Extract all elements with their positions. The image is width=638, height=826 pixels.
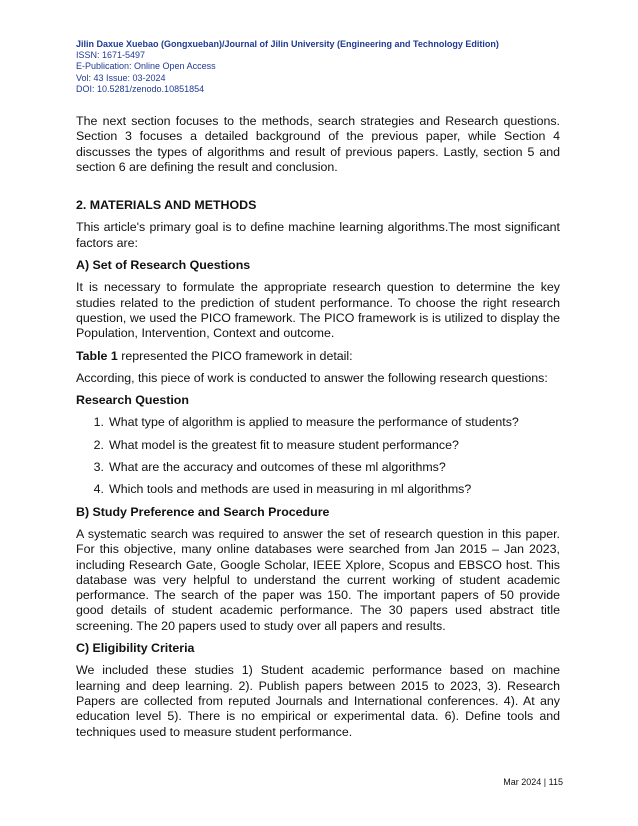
section2-paragraph: This article's primary goal is to define machine learning algorithms.The most significant factors are:	[76, 220, 560, 250]
research-question-list	[76, 415, 560, 497]
page-footer: Mar 2024 | 115	[503, 777, 563, 787]
list-item-text: Which tools and methods are used in measuring in ml algorithms?	[109, 482, 472, 497]
table-reference-paragraph	[76, 349, 560, 364]
list-item	[76, 438, 560, 453]
list-item	[76, 482, 560, 497]
issn-line: ISSN: 1671-5497	[76, 50, 146, 60]
journal-header	[76, 39, 576, 95]
intro-paragraph: The next section focuses to the methods, search strategies and Research questions. Section 3 focuses a detailed background of the previous paper, while Section 4 discusses the types of algorithms and result of previous papers. Lastly, section 5 and section 6 are defining the result and conclusion.	[76, 114, 560, 174]
list-item	[76, 460, 560, 475]
list-item-number: 2.	[93, 437, 104, 452]
search-procedure-paragraph: A systematic search was required to answer the set of research question in this paper. For this objective, many online databases were searched from Jan 2015 – Jan 2023, including Research Gate, Google Scholar, IEEE Xplore, Scopus and EBSCO host. This database was very helpful to understand the current working of student academic performance. The search of the paper was 150. The important papers of 50 provide good details of student academic performance. The 30 papers used abstract title screening. The 20 papers used to study over all papers and results.	[76, 526, 560, 633]
section-heading-materials-methods: 2. MATERIALS AND METHODS	[76, 198, 257, 213]
according-paragraph: According, this piece of work is conducted to answer the following research questions:	[76, 370, 548, 385]
subheading-eligibility-criteria: C) Eligibility Criteria	[76, 641, 195, 656]
list-item-number: 3.	[93, 460, 104, 475]
body-content	[76, 114, 560, 740]
list-item-text: What model is the greatest fit to measure student performance?	[109, 437, 459, 452]
subheading-research-questions: A) Set of Research Questions	[76, 258, 251, 273]
list-item-text: What type of algorithm is applied to measure the performance of students?	[109, 415, 519, 430]
doi-line: DOI: 10.5281/zenodo.10851854	[76, 83, 205, 94]
list-item	[76, 415, 560, 430]
epublication-line: E-Publication: Online Open Access	[76, 61, 216, 72]
subheading-search-procedure: B) Study Preference and Search Procedure	[76, 504, 330, 519]
table-1-reference: Table 1	[76, 348, 118, 363]
journal-title: Jilin Daxue Xuebao (Gongxueban)/Journal of Jilin University (Engineering and Technology Edition)	[76, 39, 499, 49]
list-item-text: What are the accuracy and outcomes of these ml algorithms?	[109, 460, 446, 475]
eligibility-criteria-paragraph: We included these studies 1) Student academic performance based on machine learning and deep learning. 2). Publish papers between 2015 to 2023, 3). Research Papers are collected from reputed Journals and International conferences. 4). At any education level 5). There is no empirical or experimental data. 6). Define tools and techniques used to measure student performance.	[76, 663, 560, 739]
table-reference-text: represented the PICO framework in detail:	[117, 348, 353, 363]
list-item-number: 4.	[93, 482, 104, 497]
subheading-research-question: Research Question	[76, 393, 189, 408]
list-item-number: 1.	[93, 415, 104, 430]
research-questions-paragraph: It is necessary to formulate the appropriate research question to determine the key studies related to the prediction of student performance. To choose the right research question, we used the PICO framework. The PICO framework is is utilized to display the Population, Intervention, Context and outcome.	[76, 280, 560, 341]
volume-issue-line: Vol: 43 Issue: 03-2024	[76, 72, 166, 83]
